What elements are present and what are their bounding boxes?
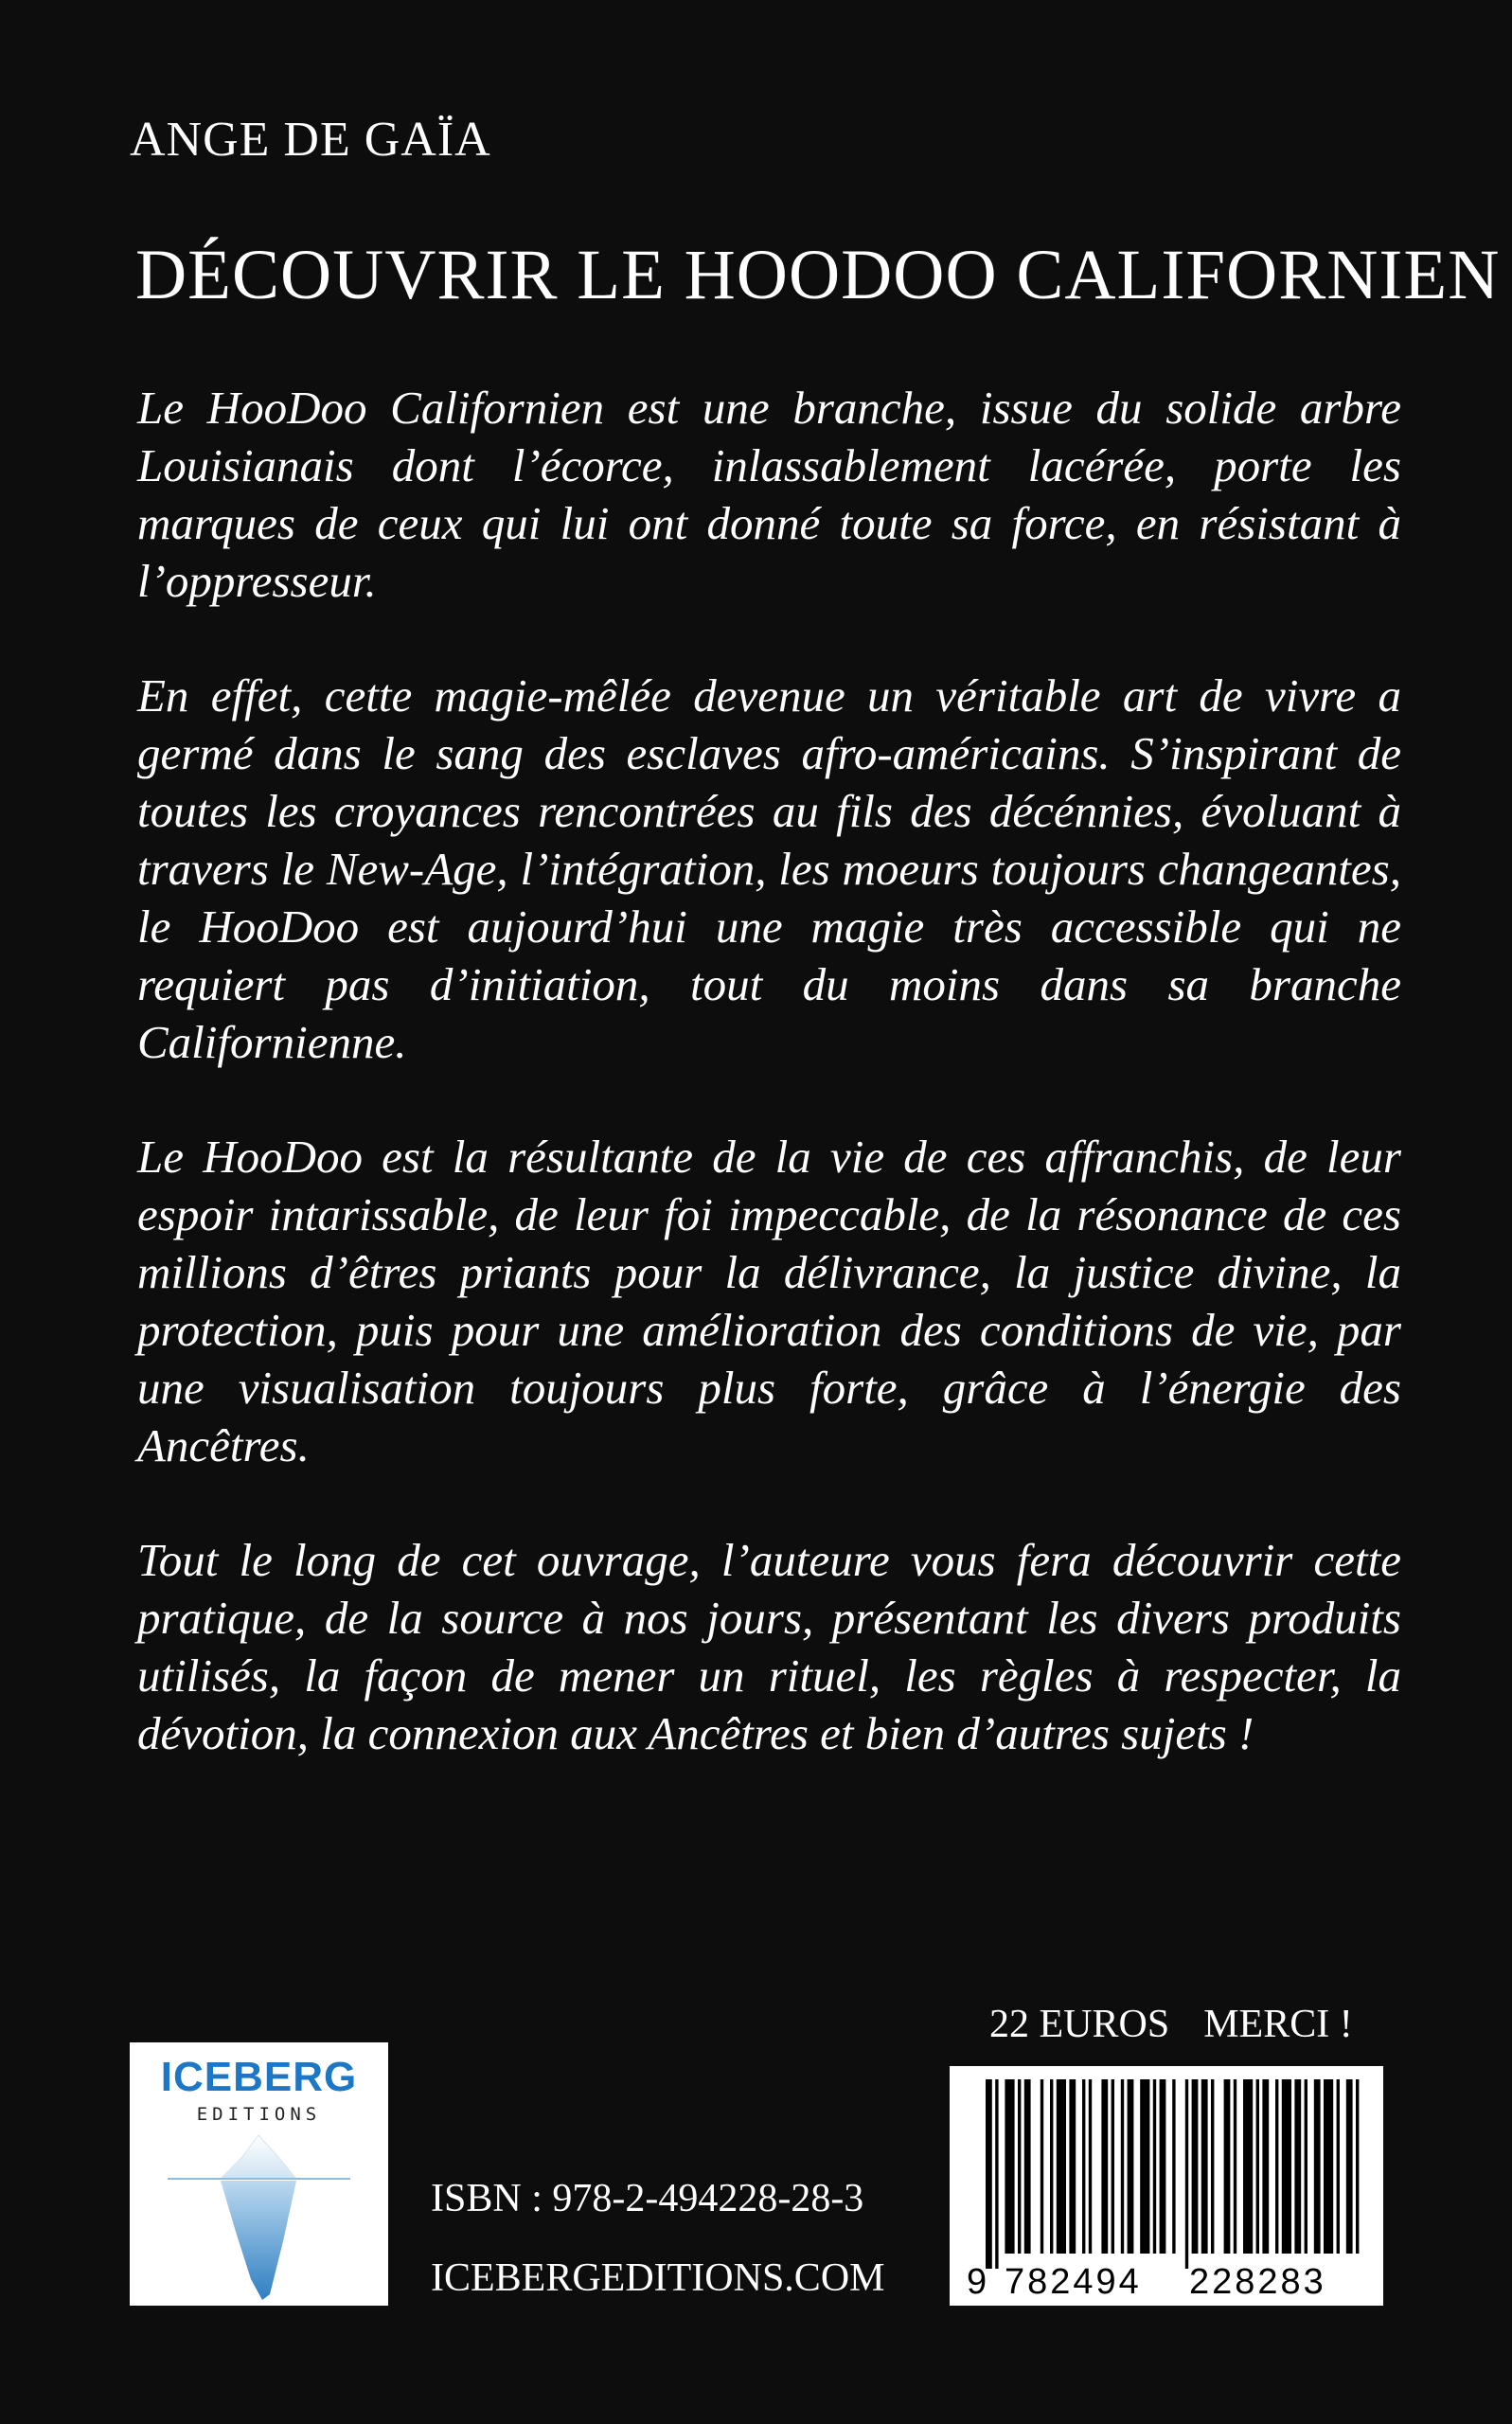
barcode-bar <box>1346 2079 1353 2254</box>
publisher-website: ICEBERGEDITIONS.COM <box>431 2256 885 2300</box>
barcode-graphic <box>950 2066 1383 2306</box>
barcode-bar <box>1337 2079 1340 2254</box>
barcode-left-digits: 782494 <box>1005 2262 1142 2302</box>
barcode-bar <box>1024 2079 1031 2254</box>
barcode-bar <box>1243 2079 1253 2254</box>
author-name: ANGE DE GAÏA <box>130 113 491 167</box>
barcode-bar <box>1234 2079 1236 2254</box>
barcode-bar <box>1082 2079 1085 2254</box>
barcode-bar <box>1112 2079 1114 2254</box>
barcode-right-digits: 228283 <box>1189 2262 1326 2302</box>
barcode-bar <box>1018 2079 1021 2254</box>
barcode-bar <box>1294 2079 1301 2254</box>
back-cover-blurb <box>137 379 1401 1819</box>
isbn-number: ISBN : 978-2-494228-28-3 <box>431 2177 864 2220</box>
price-label: 22 EUROS <box>989 2003 1170 2046</box>
barcode-bar <box>1185 2079 1188 2269</box>
barcode-bar <box>1160 2079 1166 2254</box>
barcode-bar <box>1172 2079 1175 2254</box>
barcode-bar <box>1050 2079 1053 2254</box>
publisher-logo-wordmark: ICEBERG <box>160 2054 358 2100</box>
blurb-paragraph: Le HooDoo est la résultante de la vie de ces affranchis, de leur espoir intarissable, de leur foi impeccable, de la résonance de ces millions d’êtres priants pour la délivrance, la justice divine, la protection, puis pour une amélioration des conditions de vie, par une visualisation toujours plus forte, grâce à l’énergie des Ancêtres. <box>137 1131 1401 1471</box>
thanks-label: MERCI ! <box>1203 2003 1353 2046</box>
price-line <box>989 2002 1353 2047</box>
barcode-bar <box>1041 2079 1043 2254</box>
publisher-logo <box>130 2042 388 2306</box>
barcode-bar <box>1256 2079 1259 2254</box>
iceberg-icon <box>130 2128 388 2306</box>
barcode-lead-digit: 9 <box>967 2262 987 2302</box>
barcode-bar <box>1324 2079 1333 2254</box>
barcode-bar <box>1101 2079 1108 2254</box>
barcode-bar <box>1128 2079 1134 2254</box>
barcode-bar <box>1153 2079 1156 2254</box>
barcode-bar <box>1005 2079 1014 2254</box>
isbn-barcode <box>950 2066 1383 2306</box>
barcode-bar <box>1211 2079 1214 2254</box>
barcode-bar <box>1121 2079 1124 2254</box>
publisher-logo-subtitle: EDITIONS <box>196 2104 322 2125</box>
barcode-bar <box>1262 2079 1269 2254</box>
blurb-paragraph: Tout le long de cet ouvrage, l’auteure vous fera découvrir cette pratique, de la source à nos jours, présentant les divers produits utilisés, la façon de mener un rituel, les règles à respecter, la dévotion, la connexion aux Ancêtres et bien d’autres sujets ! <box>137 1534 1401 1759</box>
barcode-bar <box>1275 2079 1278 2254</box>
barcode-bar <box>1282 2079 1291 2254</box>
barcode-bar <box>1057 2079 1066 2254</box>
barcode-bar <box>1192 2079 1199 2254</box>
barcode-bar <box>995 2079 998 2269</box>
barcode-bar <box>1305 2079 1307 2254</box>
book-title: DÉCOUVRIR LE HOODOO CALIFORNIEN <box>135 236 1501 314</box>
barcode-bar <box>1224 2079 1231 2254</box>
barcode-bar <box>1201 2079 1208 2254</box>
barcode-bar <box>1069 2079 1076 2254</box>
barcode-bar <box>1089 2079 1092 2254</box>
blurb-paragraph: En effet, cette magie-mêlée devenue un véritable art de vivre a germé dans le sang des esclaves afro-américains. S’inspirant de toutes les croyances rencontrées au fils des décénnies, évoluant à travers le New-Age, l’intégration, les moeurs toujours changeantes, le HooDoo est aujourd’hui une magie très accessible qui ne requiert pas d’initiation, tout du moins dans sa branche Californienne. <box>137 669 1401 1068</box>
blurb-paragraph: Le HooDoo Californien est une branche, issue du solide arbre Louisianais dont l’écorce, inlassablement lacérée, porte les marques de ceux qui lui ont donné toute sa force, en résistant à l’oppresseur. <box>137 382 1401 607</box>
barcode-bar <box>1140 2079 1149 2254</box>
barcode-bar <box>986 2079 992 2269</box>
barcode-bar <box>1356 2079 1359 2254</box>
barcode-bar <box>1314 2079 1321 2254</box>
